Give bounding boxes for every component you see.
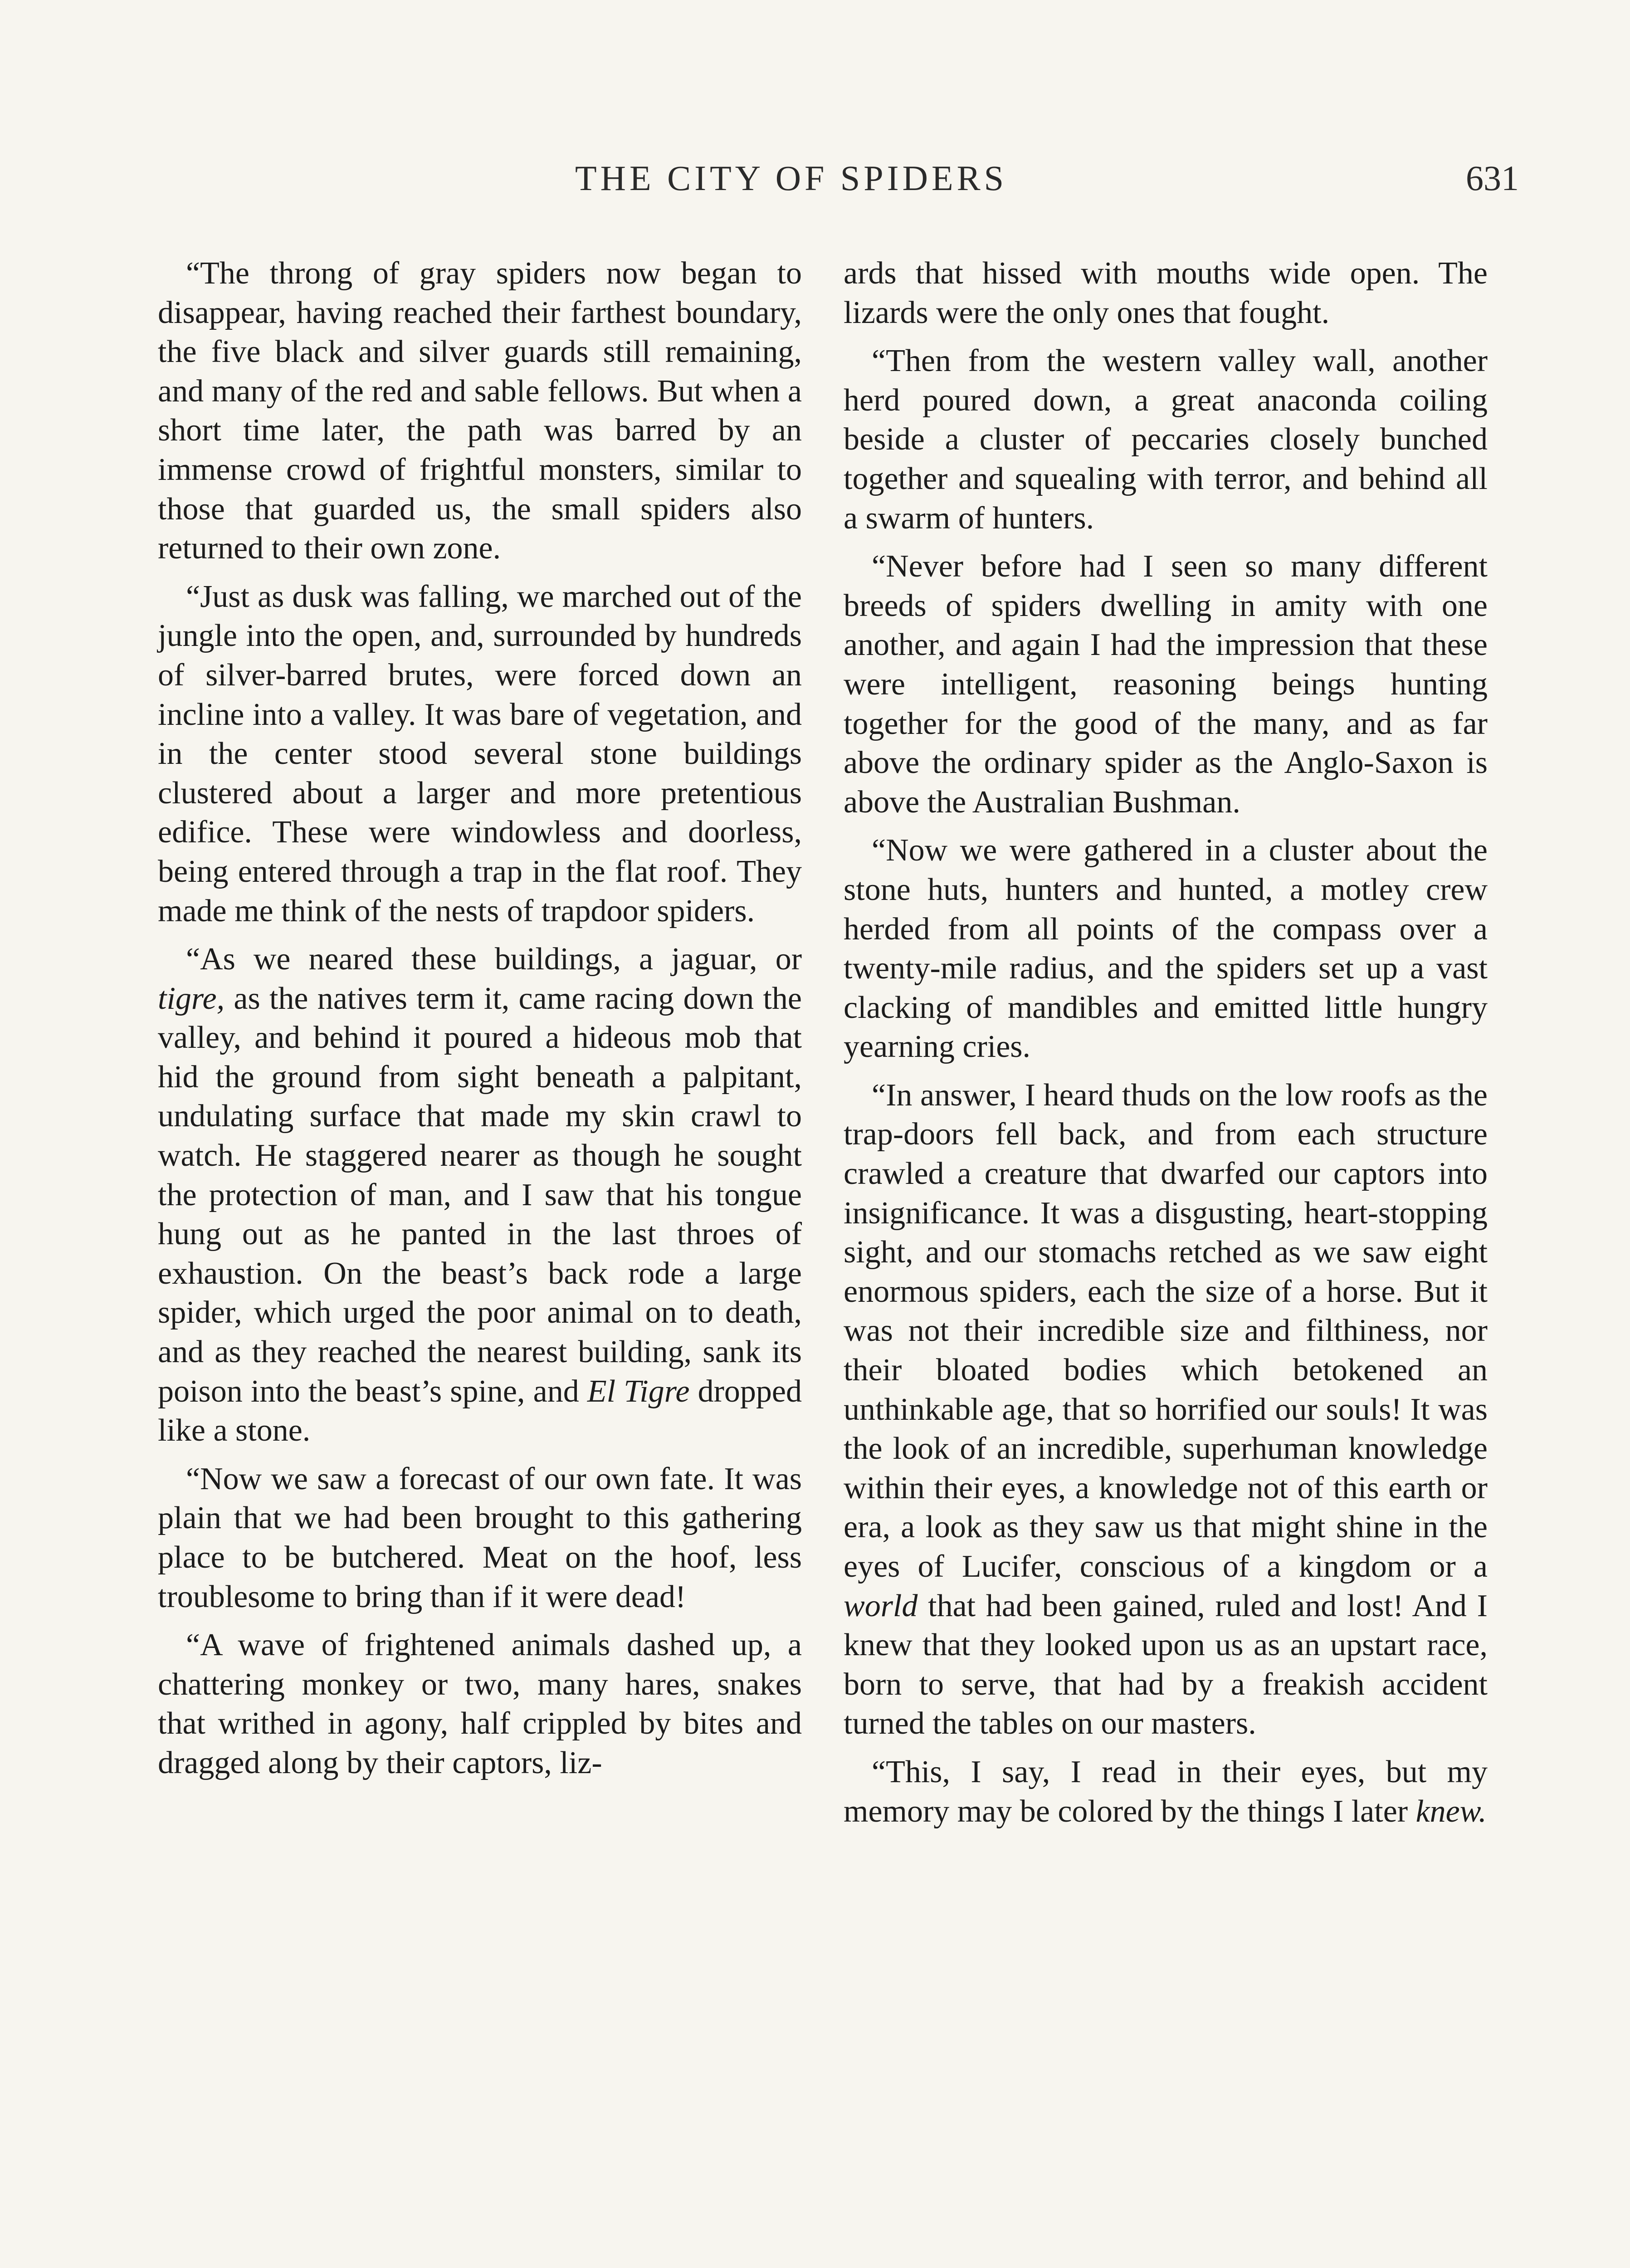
paragraph <box>844 1753 1488 1831</box>
italic-run: tigre, <box>158 981 225 1016</box>
left-column <box>158 254 802 1792</box>
italic-run: El Tigre <box>587 1374 690 1409</box>
text-run: “In answer, I heard thuds on the low roofs as the trap-doors fell back, and from each structure crawled a creature that dwarfed our captors into insignificance. It was a disgusting, heart-stopping sight, and our stomachs retched as we saw eight enormous spiders, each the size of a horse. But it was not their incredible size and filthiness, nor their bloated bodies which betokened an unthinkable age, that so horrified our souls! It was the look of an incredible, superhuman knowledge within their eyes, a knowledge not of this earth or era, a look as they saw us that might shine in the eyes of Lucifer, conscious of a kingdom or a <box>844 1077 1488 1584</box>
italic-run: knew. <box>1415 1794 1487 1829</box>
text-run: “As we neared these buildings, a jaguar, or <box>186 942 802 977</box>
text-run: that had been gained, ruled and lost! And I knew that they looked upon us as an upstart race, born to serve, that had by a freakish accident turned the tables on our masters. <box>844 1588 1488 1741</box>
paragraph: “Never before had I seen so many different breeds of spiders dwelling in amity with one another, and again I had the impression that these were intelligent, reasoning beings hunting together for the good of the many, and as far above the ordinary spider as the Anglo-Saxon is above the Australian Bushman. <box>844 549 1488 820</box>
paragraph: “The throng of gray spiders now began to disappear, having reached their farthest boundary, the five black and silver guards still remaining, and many of the red and sable fellows. But when a short time later, the path was barred by an immense crowd of frightful monsters, similar to those that guarded us, the small spiders also returned to their own zone. <box>158 256 802 566</box>
running-title: THE CITY OF SPIDERS <box>575 158 1008 198</box>
paragraph: “Then from the western valley wall, another herd poured down, a great anaconda coiling beside a cluster of peccaries closely bunched together and squealing with terror, and behind all a swarm of hunters. <box>844 343 1488 536</box>
paragraph: “Just as dusk was falling, we marched out of the jungle into the open, and, surrounded by hundreds of silver-barred brutes, were forced down an incline into a valley. It was bare of vegetation, and in the center stood several stone buildings clustered about a larger and more pretentious edifice. These were windowless and doorless, being entered through a trap in the flat roof. They made me think of the nests of trapdoor spiders. <box>158 579 802 929</box>
paragraph <box>158 940 802 1451</box>
text-run: as the natives term it, came racing down the valley, and behind it poured a hideous mob that hid the ground from sight beneath a palpitant, undulating surface that made my skin crawl to watch. He staggered nearer as though he sought the protection of man, and I saw that his tongue hung out as he panted in the last throes of exhaustion. On the beast’s back rode a large spider, which urged the poor animal on to death, and as they reached the nearest building, sank its poison into the beast’s spine, and <box>158 981 802 1409</box>
italic-run: world <box>844 1588 918 1623</box>
paragraph-continued: ards that hissed with mouths wide open. The lizards were the only ones that fought. <box>844 256 1488 330</box>
paragraph <box>844 1076 1488 1744</box>
text-run: “This, I say, I read in their eyes, but my memory may be colored by the things I later <box>844 1754 1488 1829</box>
text-run: dropped like a stone. <box>158 1374 802 1448</box>
page-number: 631 <box>1466 158 1519 198</box>
paragraph: “Now we saw a forecast of our own fate. It was plain that we had been brought to this gathering place to be butchered. Meat on the hoof, less troublesome to bring than if it were dead! <box>158 1461 802 1614</box>
paragraph: “A wave of frightened animals dashed up, a chattering monkey or two, many hares, snakes that writhed in agony, half crippled by bites and dragged along by their captors, liz- <box>158 1628 802 1780</box>
right-column <box>844 254 1488 1840</box>
paragraph: “Now we were gathered in a cluster about the stone huts, hunters and hunted, a motley crew herded from all points of the compass over a twenty-mile radius, and the spiders set up a vast clacking of mandibles and emitted little hungry yearning cries. <box>844 833 1488 1065</box>
